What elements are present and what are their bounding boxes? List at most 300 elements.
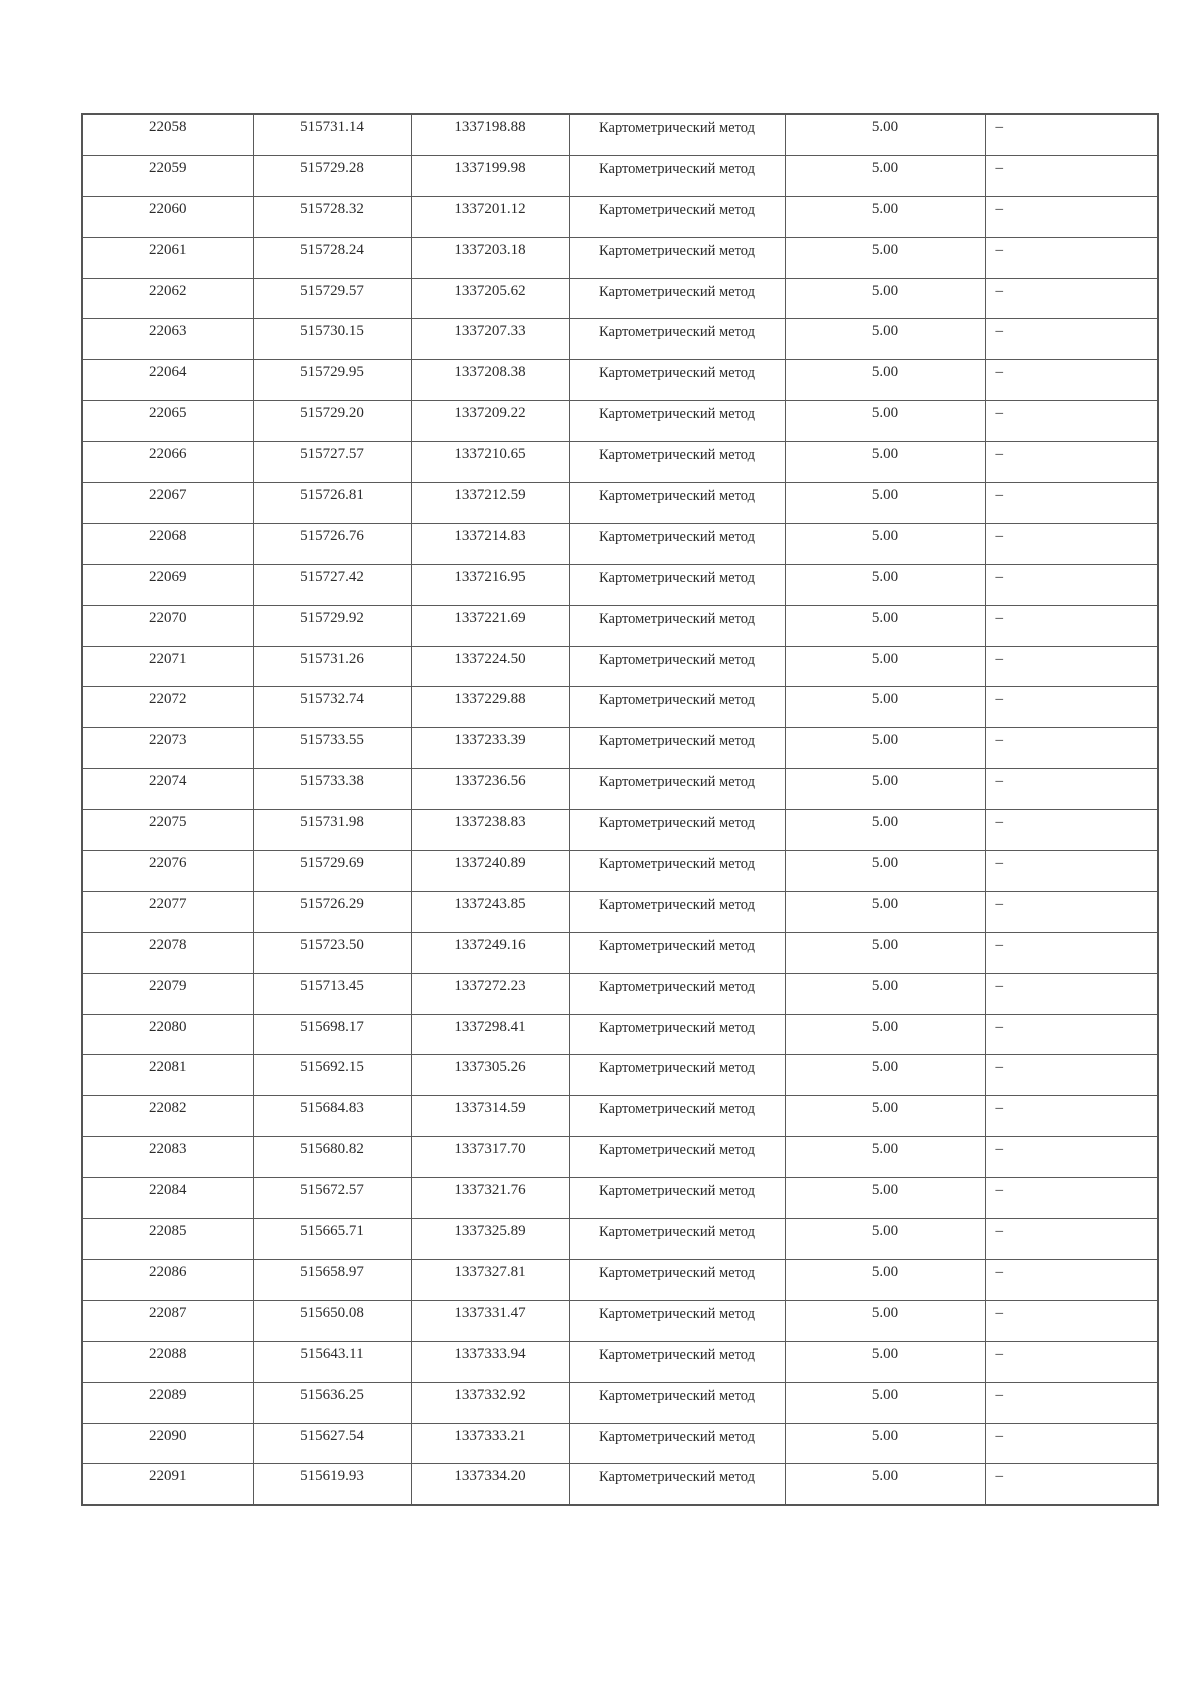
note-cell: [985, 1055, 1158, 1096]
y-coordinate-cell-text: 1337272.23: [454, 977, 526, 994]
point-number-cell: [82, 687, 253, 728]
note-cell-text: –: [995, 364, 1003, 381]
table-row: [82, 360, 1158, 401]
accuracy-cell: [785, 114, 985, 155]
method-cell-text: Картометрический метод: [599, 1101, 755, 1118]
point-number-cell-text: 22078: [149, 936, 187, 953]
y-coordinate-cell: [411, 851, 569, 892]
note-cell: [985, 523, 1158, 564]
point-number-cell: [82, 769, 253, 810]
method-cell: [569, 1055, 785, 1096]
y-coordinate-cell-text: 1337201.12: [454, 200, 526, 217]
point-number-cell-text: 22080: [149, 1018, 187, 1035]
table-row: [82, 973, 1158, 1014]
point-number-cell: [82, 442, 253, 483]
method-cell: [569, 1178, 785, 1219]
y-coordinate-cell: [411, 1259, 569, 1300]
accuracy-cell: [785, 1219, 985, 1260]
point-number-cell: [82, 319, 253, 360]
x-coordinate-cell-text: 515727.57: [300, 446, 364, 463]
y-coordinate-cell-text: 1337210.65: [454, 446, 526, 463]
point-number-cell-text: 22071: [149, 650, 187, 667]
y-coordinate-cell: [411, 442, 569, 483]
method-cell-text: Картометрический метод: [599, 1183, 755, 1200]
accuracy-cell-text: 5.00: [871, 609, 899, 626]
method-cell-text: Картометрический метод: [599, 1428, 755, 1445]
table-row: [82, 237, 1158, 278]
y-coordinate-cell-text: 1337249.16: [454, 936, 526, 953]
y-coordinate-cell: [411, 564, 569, 605]
x-coordinate-cell-text: 515665.71: [300, 1223, 364, 1240]
y-coordinate-cell: [411, 196, 569, 237]
point-number-cell-text: 22067: [149, 487, 187, 504]
y-coordinate-cell: [411, 932, 569, 973]
point-number-cell: [82, 1055, 253, 1096]
y-coordinate-cell: [411, 114, 569, 155]
accuracy-cell-text: 5.00: [871, 1223, 899, 1240]
accuracy-cell: [785, 1014, 985, 1055]
table-row: [82, 1178, 1158, 1219]
method-cell: [569, 1464, 785, 1505]
accuracy-cell: [785, 1300, 985, 1341]
note-cell: [985, 1014, 1158, 1055]
point-number-cell: [82, 278, 253, 319]
point-number-cell: [82, 523, 253, 564]
method-cell-text: Картометрический метод: [599, 774, 755, 791]
point-number-cell-text: 22076: [149, 855, 187, 872]
note-cell: [985, 810, 1158, 851]
x-coordinate-cell: [253, 1178, 411, 1219]
method-cell: [569, 196, 785, 237]
x-coordinate-cell-text: 515650.08: [300, 1304, 364, 1321]
y-coordinate-cell-text: 1337198.88: [454, 119, 526, 135]
accuracy-cell: [785, 1137, 985, 1178]
y-coordinate-cell-text: 1337208.38: [454, 364, 526, 381]
point-number-cell: [82, 114, 253, 155]
method-cell-text: Картометрический метод: [599, 569, 755, 586]
method-cell-text: Картометрический метод: [599, 324, 755, 341]
point-number-cell: [82, 851, 253, 892]
accuracy-cell: [785, 278, 985, 319]
y-coordinate-cell-text: 1337332.92: [454, 1386, 526, 1403]
method-cell: [569, 237, 785, 278]
y-coordinate-cell: [411, 360, 569, 401]
point-number-cell: [82, 1464, 253, 1505]
note-cell: [985, 360, 1158, 401]
point-number-cell-text: 22090: [149, 1427, 187, 1444]
point-number-cell: [82, 196, 253, 237]
point-number-cell: [82, 1423, 253, 1464]
y-coordinate-cell: [411, 769, 569, 810]
y-coordinate-cell: [411, 973, 569, 1014]
table-row: [82, 155, 1158, 196]
accuracy-cell: [785, 810, 985, 851]
accuracy-cell-text: 5.00: [871, 855, 899, 872]
x-coordinate-cell: [253, 196, 411, 237]
y-coordinate-cell: [411, 1137, 569, 1178]
accuracy-cell-text: 5.00: [871, 1100, 899, 1117]
accuracy-cell: [785, 1464, 985, 1505]
x-coordinate-cell-text: 515731.26: [300, 650, 364, 667]
note-cell: [985, 237, 1158, 278]
y-coordinate-cell-text: 1337298.41: [454, 1018, 526, 1035]
method-cell: [569, 1014, 785, 1055]
note-cell-text: –: [995, 732, 1003, 749]
point-number-cell: [82, 237, 253, 278]
accuracy-cell-text: 5.00: [871, 487, 899, 504]
accuracy-cell: [785, 442, 985, 483]
table-row: [82, 1259, 1158, 1300]
accuracy-cell-text: 5.00: [871, 977, 899, 994]
y-coordinate-cell: [411, 891, 569, 932]
accuracy-cell: [785, 155, 985, 196]
x-coordinate-cell: [253, 564, 411, 605]
point-number-cell: [82, 646, 253, 687]
y-coordinate-cell: [411, 810, 569, 851]
method-cell: [569, 769, 785, 810]
method-cell: [569, 810, 785, 851]
x-coordinate-cell-text: 515726.81: [300, 487, 364, 504]
method-cell-text: Картометрический метод: [599, 120, 755, 136]
x-coordinate-cell-text: 515732.74: [300, 691, 364, 708]
method-cell-text: Картометрический метод: [599, 447, 755, 464]
accuracy-cell: [785, 1341, 985, 1382]
y-coordinate-cell: [411, 1423, 569, 1464]
note-cell-text: –: [995, 446, 1003, 463]
accuracy-cell: [785, 891, 985, 932]
accuracy-cell-text: 5.00: [871, 446, 899, 463]
method-cell-text: Картометрический метод: [599, 1469, 755, 1486]
x-coordinate-cell-text: 515728.32: [300, 200, 364, 217]
y-coordinate-cell-text: 1337333.94: [454, 1345, 526, 1362]
y-coordinate-cell: [411, 278, 569, 319]
y-coordinate-cell: [411, 1096, 569, 1137]
x-coordinate-cell: [253, 523, 411, 564]
y-coordinate-cell: [411, 483, 569, 524]
x-coordinate-cell: [253, 360, 411, 401]
point-number-cell: [82, 1300, 253, 1341]
y-coordinate-cell: [411, 1219, 569, 1260]
table-row: [82, 319, 1158, 360]
y-coordinate-cell-text: 1337221.69: [454, 609, 526, 626]
table-row: [82, 401, 1158, 442]
y-coordinate-cell: [411, 1382, 569, 1423]
note-cell-text: –: [995, 1182, 1003, 1199]
method-cell-text: Картометрический метод: [599, 815, 755, 832]
x-coordinate-cell: [253, 237, 411, 278]
accuracy-cell: [785, 237, 985, 278]
table-row: [82, 1219, 1158, 1260]
note-cell-text: –: [995, 1427, 1003, 1444]
point-number-cell-text: 22063: [149, 323, 187, 340]
accuracy-cell: [785, 523, 985, 564]
accuracy-cell: [785, 1178, 985, 1219]
y-coordinate-cell-text: 1337238.83: [454, 814, 526, 831]
x-coordinate-cell: [253, 442, 411, 483]
y-coordinate-cell-text: 1337321.76: [454, 1182, 526, 1199]
method-cell-text: Картометрический метод: [599, 856, 755, 873]
x-coordinate-cell: [253, 769, 411, 810]
y-coordinate-cell-text: 1337212.59: [454, 487, 526, 504]
y-coordinate-cell-text: 1337331.47: [454, 1304, 526, 1321]
point-number-cell: [82, 564, 253, 605]
point-number-cell: [82, 1382, 253, 1423]
x-coordinate-cell-text: 515643.11: [300, 1345, 364, 1362]
x-coordinate-cell: [253, 1341, 411, 1382]
accuracy-cell-text: 5.00: [871, 650, 899, 667]
point-number-cell: [82, 1259, 253, 1300]
point-number-cell: [82, 891, 253, 932]
table-row: [82, 483, 1158, 524]
x-coordinate-cell: [253, 155, 411, 196]
x-coordinate-cell-text: 515627.54: [300, 1427, 364, 1444]
table-row: [82, 278, 1158, 319]
note-cell: [985, 319, 1158, 360]
x-coordinate-cell: [253, 932, 411, 973]
method-cell: [569, 646, 785, 687]
table-row: [82, 1137, 1158, 1178]
point-number-cell: [82, 483, 253, 524]
y-coordinate-cell-text: 1337233.39: [454, 732, 526, 749]
method-cell: [569, 973, 785, 1014]
note-cell: [985, 769, 1158, 810]
note-cell-text: –: [995, 323, 1003, 340]
table-row: [82, 851, 1158, 892]
x-coordinate-cell-text: 515636.25: [300, 1386, 364, 1403]
accuracy-cell: [785, 687, 985, 728]
x-coordinate-cell-text: 515723.50: [300, 936, 364, 953]
note-cell-text: –: [995, 200, 1003, 217]
x-coordinate-cell-text: 515672.57: [300, 1182, 364, 1199]
table-row: [82, 891, 1158, 932]
accuracy-cell-text: 5.00: [871, 1345, 899, 1362]
table-row: [82, 810, 1158, 851]
note-cell-text: –: [995, 977, 1003, 994]
method-cell: [569, 1341, 785, 1382]
note-cell: [985, 1300, 1158, 1341]
method-cell: [569, 360, 785, 401]
point-number-cell-text: 22086: [149, 1263, 187, 1280]
x-coordinate-cell-text: 515729.28: [300, 159, 364, 176]
method-cell-text: Картометрический метод: [599, 1019, 755, 1036]
note-cell-text: –: [995, 405, 1003, 422]
note-cell-text: –: [995, 1345, 1003, 1362]
note-cell: [985, 401, 1158, 442]
point-number-cell: [82, 1341, 253, 1382]
point-number-cell-text: 22072: [149, 691, 187, 708]
point-number-cell: [82, 1178, 253, 1219]
accuracy-cell-text: 5.00: [871, 364, 899, 381]
y-coordinate-cell: [411, 523, 569, 564]
method-cell: [569, 442, 785, 483]
method-cell: [569, 319, 785, 360]
method-cell: [569, 1423, 785, 1464]
point-number-cell: [82, 810, 253, 851]
accuracy-cell-text: 5.00: [871, 895, 899, 912]
point-number-cell-text: 22089: [149, 1386, 187, 1403]
accuracy-cell: [785, 483, 985, 524]
point-number-cell-text: 22060: [149, 200, 187, 217]
note-cell: [985, 1178, 1158, 1219]
point-number-cell: [82, 605, 253, 646]
note-cell-text: –: [995, 1304, 1003, 1321]
point-number-cell-text: 22058: [149, 119, 187, 135]
note-cell: [985, 1464, 1158, 1505]
x-coordinate-cell: [253, 728, 411, 769]
accuracy-cell: [785, 1096, 985, 1137]
note-cell-text: –: [995, 159, 1003, 176]
y-coordinate-cell: [411, 1055, 569, 1096]
note-cell-text: –: [995, 1263, 1003, 1280]
table-row: [82, 1014, 1158, 1055]
accuracy-cell-text: 5.00: [871, 691, 899, 708]
accuracy-cell-text: 5.00: [871, 282, 899, 299]
x-coordinate-cell: [253, 1382, 411, 1423]
point-number-cell: [82, 932, 253, 973]
accuracy-cell: [785, 769, 985, 810]
x-coordinate-cell-text: 515729.20: [300, 405, 364, 422]
accuracy-cell: [785, 360, 985, 401]
y-coordinate-cell: [411, 1178, 569, 1219]
method-cell: [569, 1137, 785, 1178]
note-cell: [985, 1382, 1158, 1423]
method-cell-text: Картометрический метод: [599, 937, 755, 954]
method-cell: [569, 687, 785, 728]
note-cell: [985, 278, 1158, 319]
note-cell-text: –: [995, 282, 1003, 299]
accuracy-cell-text: 5.00: [871, 159, 899, 176]
y-coordinate-cell-text: 1337243.85: [454, 895, 526, 912]
point-number-cell: [82, 1137, 253, 1178]
note-cell: [985, 442, 1158, 483]
y-coordinate-cell-text: 1337224.50: [454, 650, 526, 667]
x-coordinate-cell: [253, 687, 411, 728]
accuracy-cell-text: 5.00: [871, 773, 899, 790]
note-cell-text: –: [995, 1386, 1003, 1403]
method-cell-text: Картометрический метод: [599, 1142, 755, 1159]
x-coordinate-cell: [253, 810, 411, 851]
method-cell-text: Картометрический метод: [599, 896, 755, 913]
method-cell: [569, 278, 785, 319]
x-coordinate-cell-text: 515729.95: [300, 364, 364, 381]
x-coordinate-cell: [253, 1219, 411, 1260]
table-row: [82, 196, 1158, 237]
x-coordinate-cell-text: 515729.57: [300, 282, 364, 299]
note-cell-text: –: [995, 650, 1003, 667]
note-cell-text: –: [995, 814, 1003, 831]
x-coordinate-cell: [253, 319, 411, 360]
method-cell: [569, 1096, 785, 1137]
x-coordinate-cell-text: 515726.76: [300, 527, 364, 544]
accuracy-cell: [785, 401, 985, 442]
y-coordinate-cell: [411, 728, 569, 769]
table-row: [82, 1055, 1158, 1096]
note-cell: [985, 1341, 1158, 1382]
x-coordinate-cell: [253, 1055, 411, 1096]
note-cell-text: –: [995, 773, 1003, 790]
x-coordinate-cell: [253, 1423, 411, 1464]
note-cell: [985, 687, 1158, 728]
method-cell-text: Картометрический метод: [599, 1346, 755, 1363]
point-number-cell: [82, 973, 253, 1014]
table-row: [82, 605, 1158, 646]
point-number-cell-text: 22087: [149, 1304, 187, 1321]
x-coordinate-cell-text: 515658.97: [300, 1263, 364, 1280]
note-cell-text: –: [995, 1100, 1003, 1117]
point-number-cell-text: 22085: [149, 1223, 187, 1240]
point-number-cell: [82, 1219, 253, 1260]
note-cell: [985, 891, 1158, 932]
method-cell-text: Картометрический метод: [599, 1264, 755, 1281]
y-coordinate-cell-text: 1337199.98: [454, 159, 526, 176]
note-cell-text: –: [995, 1141, 1003, 1158]
y-coordinate-cell-text: 1337209.22: [454, 405, 526, 422]
table-row: [82, 932, 1158, 973]
point-number-cell-text: 22064: [149, 364, 187, 381]
y-coordinate-cell-text: 1337205.62: [454, 282, 526, 299]
point-number-cell-text: 22075: [149, 814, 187, 831]
x-coordinate-cell: [253, 401, 411, 442]
table-row: [82, 114, 1158, 155]
x-coordinate-cell-text: 515684.83: [300, 1100, 364, 1117]
y-coordinate-cell-text: 1337327.81: [454, 1263, 526, 1280]
accuracy-cell-text: 5.00: [871, 568, 899, 585]
x-coordinate-cell: [253, 1300, 411, 1341]
note-cell-text: –: [995, 936, 1003, 953]
y-coordinate-cell-text: 1337317.70: [454, 1141, 526, 1158]
method-cell: [569, 523, 785, 564]
y-coordinate-cell-text: 1337305.26: [454, 1059, 526, 1076]
point-number-cell-text: 22088: [149, 1345, 187, 1362]
table-body: [82, 114, 1158, 1505]
x-coordinate-cell-text: 515733.38: [300, 773, 364, 790]
point-number-cell-text: 22084: [149, 1182, 187, 1199]
x-coordinate-cell-text: 515733.55: [300, 732, 364, 749]
accuracy-cell: [785, 319, 985, 360]
x-coordinate-cell-text: 515729.92: [300, 609, 364, 626]
point-number-cell-text: 22073: [149, 732, 187, 749]
y-coordinate-cell-text: 1337240.89: [454, 855, 526, 872]
x-coordinate-cell-text: 515713.45: [300, 977, 364, 994]
note-cell: [985, 932, 1158, 973]
x-coordinate-cell: [253, 1137, 411, 1178]
method-cell-text: Картометрический метод: [599, 201, 755, 218]
note-cell: [985, 114, 1158, 155]
point-number-cell: [82, 728, 253, 769]
y-coordinate-cell-text: 1337325.89: [454, 1223, 526, 1240]
y-coordinate-cell-text: 1337236.56: [454, 773, 526, 790]
note-cell: [985, 605, 1158, 646]
point-number-cell: [82, 1096, 253, 1137]
note-cell: [985, 1423, 1158, 1464]
accuracy-cell: [785, 564, 985, 605]
method-cell: [569, 155, 785, 196]
x-coordinate-cell: [253, 605, 411, 646]
y-coordinate-cell: [411, 237, 569, 278]
y-coordinate-cell: [411, 687, 569, 728]
accuracy-cell-text: 5.00: [871, 936, 899, 953]
accuracy-cell-text: 5.00: [871, 405, 899, 422]
method-cell-text: Картометрический метод: [599, 528, 755, 545]
x-coordinate-cell: [253, 1259, 411, 1300]
method-cell-text: Картометрический метод: [599, 1060, 755, 1077]
y-coordinate-cell: [411, 605, 569, 646]
note-cell: [985, 1219, 1158, 1260]
x-coordinate-cell: [253, 646, 411, 687]
method-cell-text: Картометрический метод: [599, 242, 755, 259]
point-number-cell-text: 22082: [149, 1100, 187, 1117]
table-row: [82, 1341, 1158, 1382]
